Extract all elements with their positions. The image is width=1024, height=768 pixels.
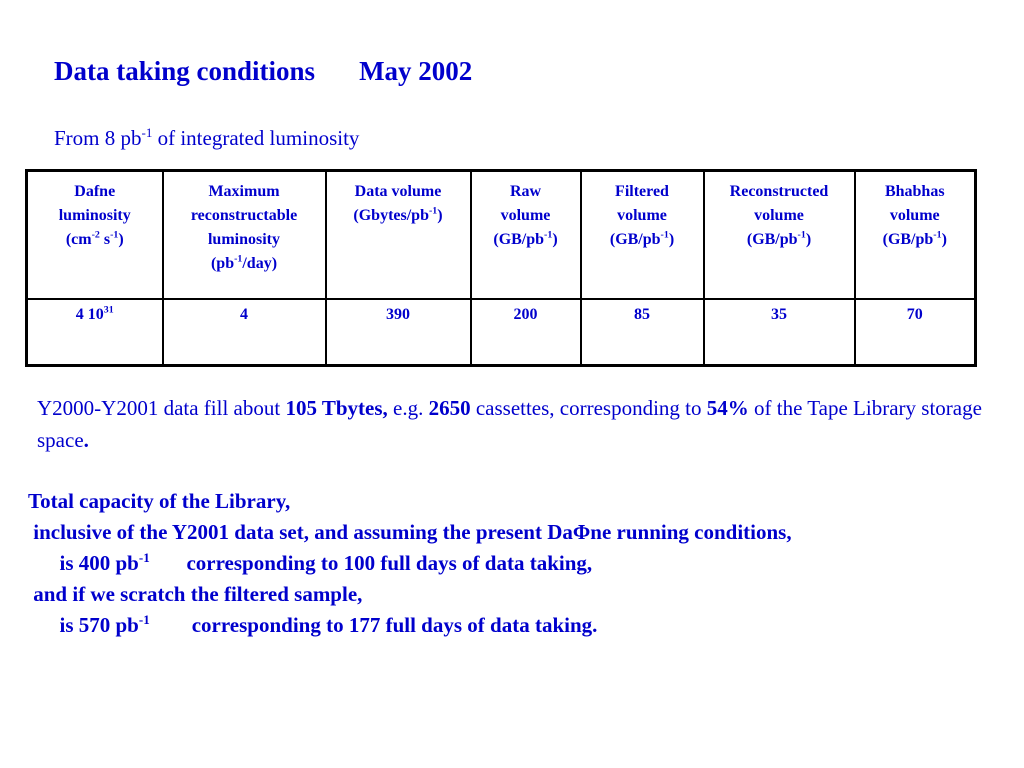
unit-part: /day) (242, 255, 278, 272)
capacity-line-4: and if we scratch the filtered sample, (28, 582, 363, 606)
header-unit (476, 228, 576, 252)
header-cell (163, 171, 326, 300)
value-cell (581, 299, 704, 366)
header-unit (32, 228, 158, 252)
title-main: Data taking conditions (54, 56, 316, 86)
unit-part: ) (668, 231, 675, 248)
header-line: luminosity (58, 207, 131, 224)
conditions-table (25, 169, 977, 367)
unit-part: -1 (544, 229, 553, 241)
capacity-line-5-sup: -1 (138, 612, 150, 627)
para-bold-period: . (83, 428, 89, 452)
unit-part: ) (118, 231, 124, 248)
header-unit (331, 204, 466, 228)
values-row (27, 299, 976, 366)
para-bold-percent: 54% (706, 396, 749, 420)
value-sup: 31 (103, 304, 114, 316)
header-line: Reconstructed (729, 183, 829, 200)
header-line: luminosity (207, 231, 280, 248)
value-text: 70 (906, 306, 923, 323)
para-bold-cassettes: 2650 (428, 396, 471, 420)
unit-part: ) (941, 231, 947, 248)
capacity-line-3-post: corresponding to 100 full days of data taking, (149, 551, 593, 575)
unit-part: -1 (428, 205, 438, 217)
header-cell (471, 171, 581, 300)
header-line: Raw (509, 183, 542, 200)
header-line: Bhabhas (884, 183, 945, 200)
header-line: volume (500, 207, 551, 224)
header-line: volume (889, 207, 940, 224)
unit-part: ) (805, 231, 812, 248)
title-date: May 2002 (359, 56, 473, 86)
value-text: 4 (240, 306, 248, 323)
header-unit (860, 228, 971, 252)
capacity-line-5-post: corresponding to 177 full days of data taking. (149, 613, 598, 637)
para-bold-tbytes: 105 Tbytes, (285, 396, 388, 420)
capacity-line-2: inclusive of the Y2001 data set, and assuming the present DaΦne running conditions, (28, 520, 792, 544)
header-cell (326, 171, 471, 300)
header-line: Data volume (354, 183, 442, 200)
unit-part: -1 (110, 229, 119, 241)
header-unit (586, 228, 699, 252)
value-text: 4 10 (75, 306, 104, 323)
header-row (27, 171, 976, 300)
capacity-line-1: Total capacity of the Library, (28, 489, 291, 513)
unit-part: -1 (797, 229, 806, 241)
capacity-line-3-pre: is 400 pb (28, 551, 139, 575)
value-cell (704, 299, 855, 366)
header-cell (581, 171, 704, 300)
value-text: 200 (513, 306, 538, 323)
subtitle-prefix: From 8 pb (54, 126, 142, 150)
unit-part: -1 (933, 229, 942, 241)
header-line: Maximum (208, 183, 280, 200)
unit-part: (cm (65, 231, 92, 248)
unit-part: (GB/pb (609, 231, 661, 248)
value-text: 390 (386, 306, 410, 323)
header-line: reconstructable (190, 207, 298, 224)
header-line: Dafne (74, 183, 116, 200)
para-text-2: e.g. (387, 396, 429, 420)
header-line: volume (617, 207, 667, 224)
value-cell (163, 299, 326, 366)
unit-part: (pb (210, 255, 235, 272)
unit-part: ) (437, 207, 443, 224)
unit-part: (GB/pb (493, 231, 545, 248)
header-cell (704, 171, 855, 300)
para-text-1: Y2000-Y2001 data fill about (37, 396, 286, 420)
header-unit (168, 252, 321, 276)
para-text-4: of the Tape Library storage space (37, 396, 982, 452)
storage-paragraph (37, 392, 987, 456)
value-cell (326, 299, 471, 366)
subtitle-sup: -1 (141, 125, 153, 140)
unit-part: (Gbytes/pb (353, 207, 429, 224)
capacity-block (28, 486, 792, 641)
unit-part: (GB/pb (746, 231, 798, 248)
unit-part: ) (552, 231, 558, 248)
capacity-line-3-sup: -1 (138, 550, 150, 565)
header-line: Filtered (615, 183, 669, 200)
capacity-line-5-pre: is 570 pb (28, 613, 139, 637)
value-cell (855, 299, 976, 366)
value-text: 35 (771, 306, 787, 323)
unit-part: (GB/pb (882, 231, 934, 248)
value-cell (471, 299, 581, 366)
header-cell (855, 171, 976, 300)
unit-part: -1 (660, 229, 669, 241)
subtitle-suffix: of integrated luminosity (152, 126, 360, 150)
para-text-3: cassettes, corresponding to (470, 396, 707, 420)
unit-part: -1 (234, 253, 243, 265)
unit-part: -2 (91, 229, 100, 241)
header-unit (709, 228, 850, 252)
slide-title (54, 56, 472, 87)
header-cell (27, 171, 163, 300)
unit-part: s (99, 231, 111, 248)
value-text: 85 (634, 306, 650, 323)
subtitle (54, 126, 359, 151)
header-line: volume (754, 207, 804, 224)
value-cell (27, 299, 163, 366)
